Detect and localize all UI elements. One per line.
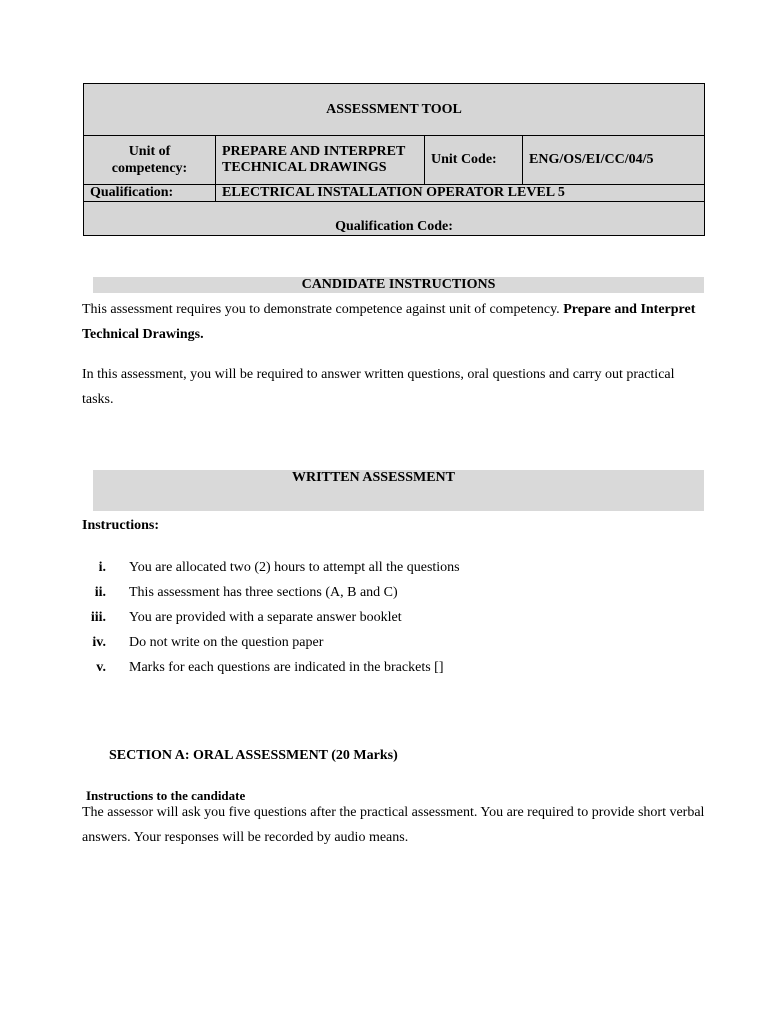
- list-item: [82, 555, 702, 580]
- candidate-instructions-paragraph-2: In this assessment, you will be required to answer written questions, oral questions and carry out practical tasks.: [82, 367, 675, 407]
- assessment-tool-table: [83, 83, 705, 236]
- unit-name-bold: Prepare and Interpret Technical Drawings.: [82, 302, 696, 342]
- list-item-text: Marks for each questions are indicated in the brackets []: [129, 660, 444, 675]
- unit-of-competency-value: PREPARE AND INTERPRET TECHNICAL DRAWINGS: [216, 136, 425, 185]
- assessment-tool-title: ASSESSMENT TOOL: [84, 84, 705, 136]
- instructions-list: [82, 555, 702, 680]
- list-item-text: You are provided with a separate answer booklet: [129, 610, 402, 625]
- list-item-number: i.: [98, 560, 106, 575]
- list-item-number: ii.: [94, 585, 106, 600]
- candidate-instructions-subheading: Instructions to the candidate: [86, 788, 246, 803]
- paragraph-1-text: This assessment requires you to demonstrate competence against unit of competency.: [82, 302, 564, 317]
- written-assessment-heading: WRITTEN ASSESSMENT: [291, 470, 455, 485]
- list-item: [82, 580, 702, 605]
- candidate-instructions-paragraph-1: [82, 297, 706, 347]
- list-item-text: This assessment has three sections (A, B and C): [129, 585, 398, 600]
- unit-code-value: ENG/OS/EI/CC/04/5: [523, 136, 705, 185]
- candidate-instructions-heading: CANDIDATE INSTRUCTIONS: [93, 277, 704, 293]
- qualification-label: Qualification:: [84, 185, 216, 202]
- unit-code-label: Unit Code:: [425, 136, 523, 185]
- written-assessment-bar: [93, 470, 704, 511]
- list-item-number: v.: [96, 660, 106, 675]
- qualification-value: ELECTRICAL INSTALLATION OPERATOR LEVEL 5: [216, 185, 705, 202]
- list-item-text: You are allocated two (2) hours to attempt all the questions: [129, 560, 460, 575]
- instructions-label: Instructions:: [82, 518, 160, 533]
- qualification-code-label: Qualification Code:: [84, 202, 705, 236]
- list-item: [82, 655, 702, 680]
- section-a-instructions-text: The assessor will ask you five questions after the practical assessment. You are required to provide short verbal answers. Your responses will be recorded by audio means.: [82, 805, 705, 845]
- list-item-text: Do not write on the question paper: [129, 635, 324, 650]
- list-item: [82, 630, 702, 655]
- list-item-number: iv.: [92, 635, 106, 650]
- section-a-heading: SECTION A: ORAL ASSESSMENT (20 Marks): [109, 748, 398, 763]
- unit-of-competency-label: Unit of competency:: [84, 136, 216, 185]
- list-item: [82, 605, 702, 630]
- list-item-number: iii.: [90, 610, 106, 625]
